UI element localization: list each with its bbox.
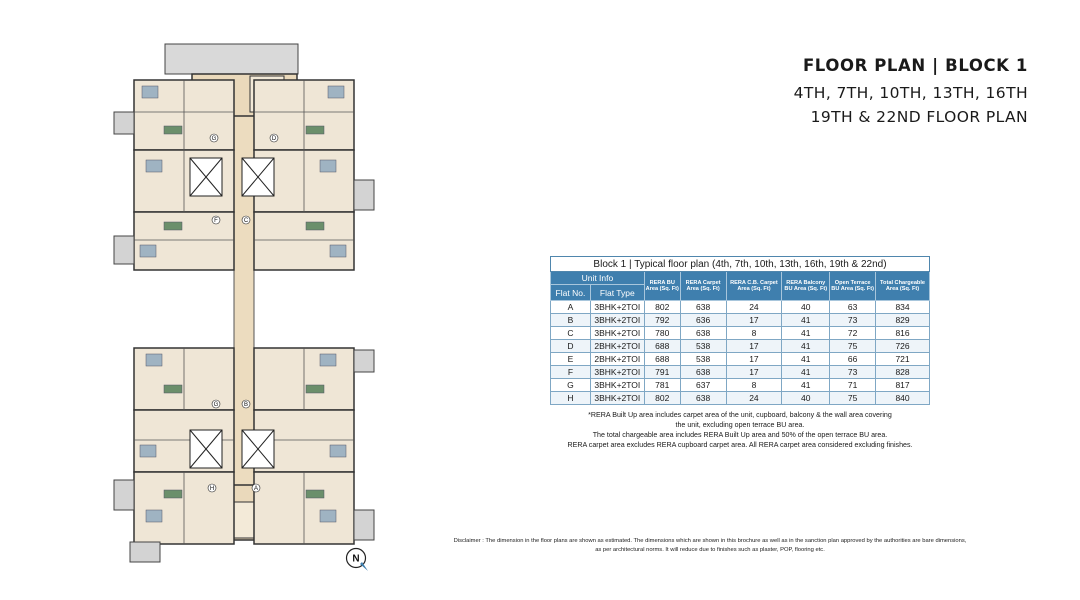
table-cell: E	[551, 353, 591, 366]
table-cell: 688	[644, 340, 680, 353]
table-cell: 828	[876, 366, 930, 379]
table-cell: 3BHK+2TOI	[590, 366, 644, 379]
table-cell: 792	[644, 314, 680, 327]
table-row	[551, 392, 930, 405]
table-cell: A	[551, 301, 591, 314]
table-row	[551, 353, 930, 366]
table-cell: 41	[782, 327, 830, 340]
table-cell: D	[551, 340, 591, 353]
flat-marker-f: F	[214, 218, 218, 224]
table-cell: 8	[726, 327, 782, 340]
compass-icon	[344, 546, 370, 572]
table-cell: 834	[876, 301, 930, 314]
area-notes	[540, 410, 940, 450]
table-row	[551, 327, 930, 340]
table-cell: 3BHK+2TOI	[590, 314, 644, 327]
table-cell: 17	[726, 340, 782, 353]
table-cell: 3BHK+2TOI	[590, 379, 644, 392]
table-cell: 3BHK+2TOI	[590, 327, 644, 340]
table-cell: 41	[782, 353, 830, 366]
table-cell: 66	[830, 353, 876, 366]
table-cell: 802	[644, 301, 680, 314]
table-cell: F	[551, 366, 591, 379]
note-line: RERA carpet area excludes RERA cupboard carpet area. All RERA carpet area considered excluding finishes.	[567, 441, 913, 449]
column-header: Total Chargeable Area (Sq. Ft)	[876, 272, 930, 301]
flat-type-header: Flat Type	[590, 285, 644, 301]
table-cell: 24	[726, 392, 782, 405]
table-cell: 17	[726, 353, 782, 366]
table-row	[551, 379, 930, 392]
flat-marker-h: H	[209, 486, 215, 492]
flat-marker-g: G	[211, 136, 217, 142]
table-cell: 2BHK+2TOI	[590, 353, 644, 366]
table-cell: 63	[830, 301, 876, 314]
unit-info-header: Unit Info	[551, 272, 645, 285]
disclaimer-line: as per architectural norms. It will reduce due to finishes such as plaster, POP, flooring etc.	[595, 547, 825, 553]
table-cell: 816	[876, 327, 930, 340]
table-cell: 41	[782, 379, 830, 392]
table-cell: 638	[680, 301, 726, 314]
table-cell: 75	[830, 392, 876, 405]
table-cell: 73	[830, 314, 876, 327]
column-header: RERA Carpet Area (Sq. Ft)	[680, 272, 726, 301]
compass-label: N	[352, 553, 360, 565]
table-cell: 780	[644, 327, 680, 340]
table-row	[551, 314, 930, 327]
floor-list-line-1: 4TH, 7TH, 10TH, 13TH, 16TH	[793, 84, 1028, 102]
table-cell: 636	[680, 314, 726, 327]
table-cell: 726	[876, 340, 930, 353]
table-row	[551, 366, 930, 379]
table-caption: Block 1 | Typical floor plan (4th, 7th, 10th, 13th, 16th, 19th & 22nd)	[551, 257, 930, 272]
table-cell: 3BHK+2TOI	[590, 392, 644, 405]
table-cell: 791	[644, 366, 680, 379]
table-cell: 71	[830, 379, 876, 392]
table-cell: 829	[876, 314, 930, 327]
floor-plan-drawing	[100, 40, 390, 570]
column-header: RERA C.B. Carpet Area (Sq. Ft)	[726, 272, 782, 301]
table-cell: 41	[782, 366, 830, 379]
table-cell: G	[551, 379, 591, 392]
page-title: FLOOR PLAN | BLOCK 1	[802, 56, 1028, 75]
table-cell: 8	[726, 379, 782, 392]
column-header: RERA BU Area (Sq. Ft)	[644, 272, 680, 301]
flat-marker-a: A	[253, 486, 259, 492]
table-cell: 3BHK+2TOI	[590, 301, 644, 314]
table-cell: 41	[782, 340, 830, 353]
table-cell: 802	[644, 392, 680, 405]
table-cell: 2BHK+2TOI	[590, 340, 644, 353]
table-cell: B	[551, 314, 591, 327]
table-cell: 688	[644, 353, 680, 366]
table-cell: C	[551, 327, 591, 340]
table-cell: 24	[726, 301, 782, 314]
table-cell: 40	[782, 392, 830, 405]
table-row	[551, 340, 930, 353]
table-cell: 638	[680, 392, 726, 405]
table-cell: 638	[680, 327, 726, 340]
table-cell: 17	[726, 314, 782, 327]
note-line: *RERA Built Up area includes carpet area of the unit, cupboard, balcony & the wall area covering	[588, 411, 892, 419]
table-cell: 538	[680, 353, 726, 366]
table-row	[551, 301, 930, 314]
disclaimer-line: Disclaimer : The dimension in the floor plans are shown as estimated. The dimensions which are shown in this brochure as well as in the sanction plan approved by the authorities are bare dimensions,	[453, 538, 967, 544]
flat-no-header: Flat No.	[551, 285, 591, 301]
flat-marker-d: D	[271, 136, 277, 142]
table-cell: 637	[680, 379, 726, 392]
column-header: Open Terrace BU Area (Sq. Ft)	[830, 272, 876, 301]
table-cell: 72	[830, 327, 876, 340]
top-terrace	[165, 44, 298, 74]
column-header: RERA Balcony BU Area (Sq. Ft)	[782, 272, 830, 301]
note-line: The total chargeable area includes RERA Built Up area and 50% of the open terrace BU area.	[592, 431, 888, 439]
table-cell: 538	[680, 340, 726, 353]
disclaimer	[415, 537, 1005, 555]
area-table	[550, 256, 930, 405]
table-cell: 721	[876, 353, 930, 366]
table-cell: 75	[830, 340, 876, 353]
table-cell: 41	[782, 314, 830, 327]
table-cell: H	[551, 392, 591, 405]
table-cell: 17	[726, 366, 782, 379]
note-line: the unit, excluding open terrace BU area.	[675, 421, 805, 429]
table-cell: 40	[782, 301, 830, 314]
table-cell: 840	[876, 392, 930, 405]
flat-marker-b: B	[243, 402, 249, 408]
table-cell: 781	[644, 379, 680, 392]
flat-marker-c: C	[243, 218, 249, 224]
flat-marker-g: G	[213, 402, 219, 408]
table-cell: 638	[680, 366, 726, 379]
floor-list-line-2: 19TH & 22ND FLOOR PLAN	[810, 108, 1028, 126]
table-cell: 73	[830, 366, 876, 379]
table-cell: 817	[876, 379, 930, 392]
